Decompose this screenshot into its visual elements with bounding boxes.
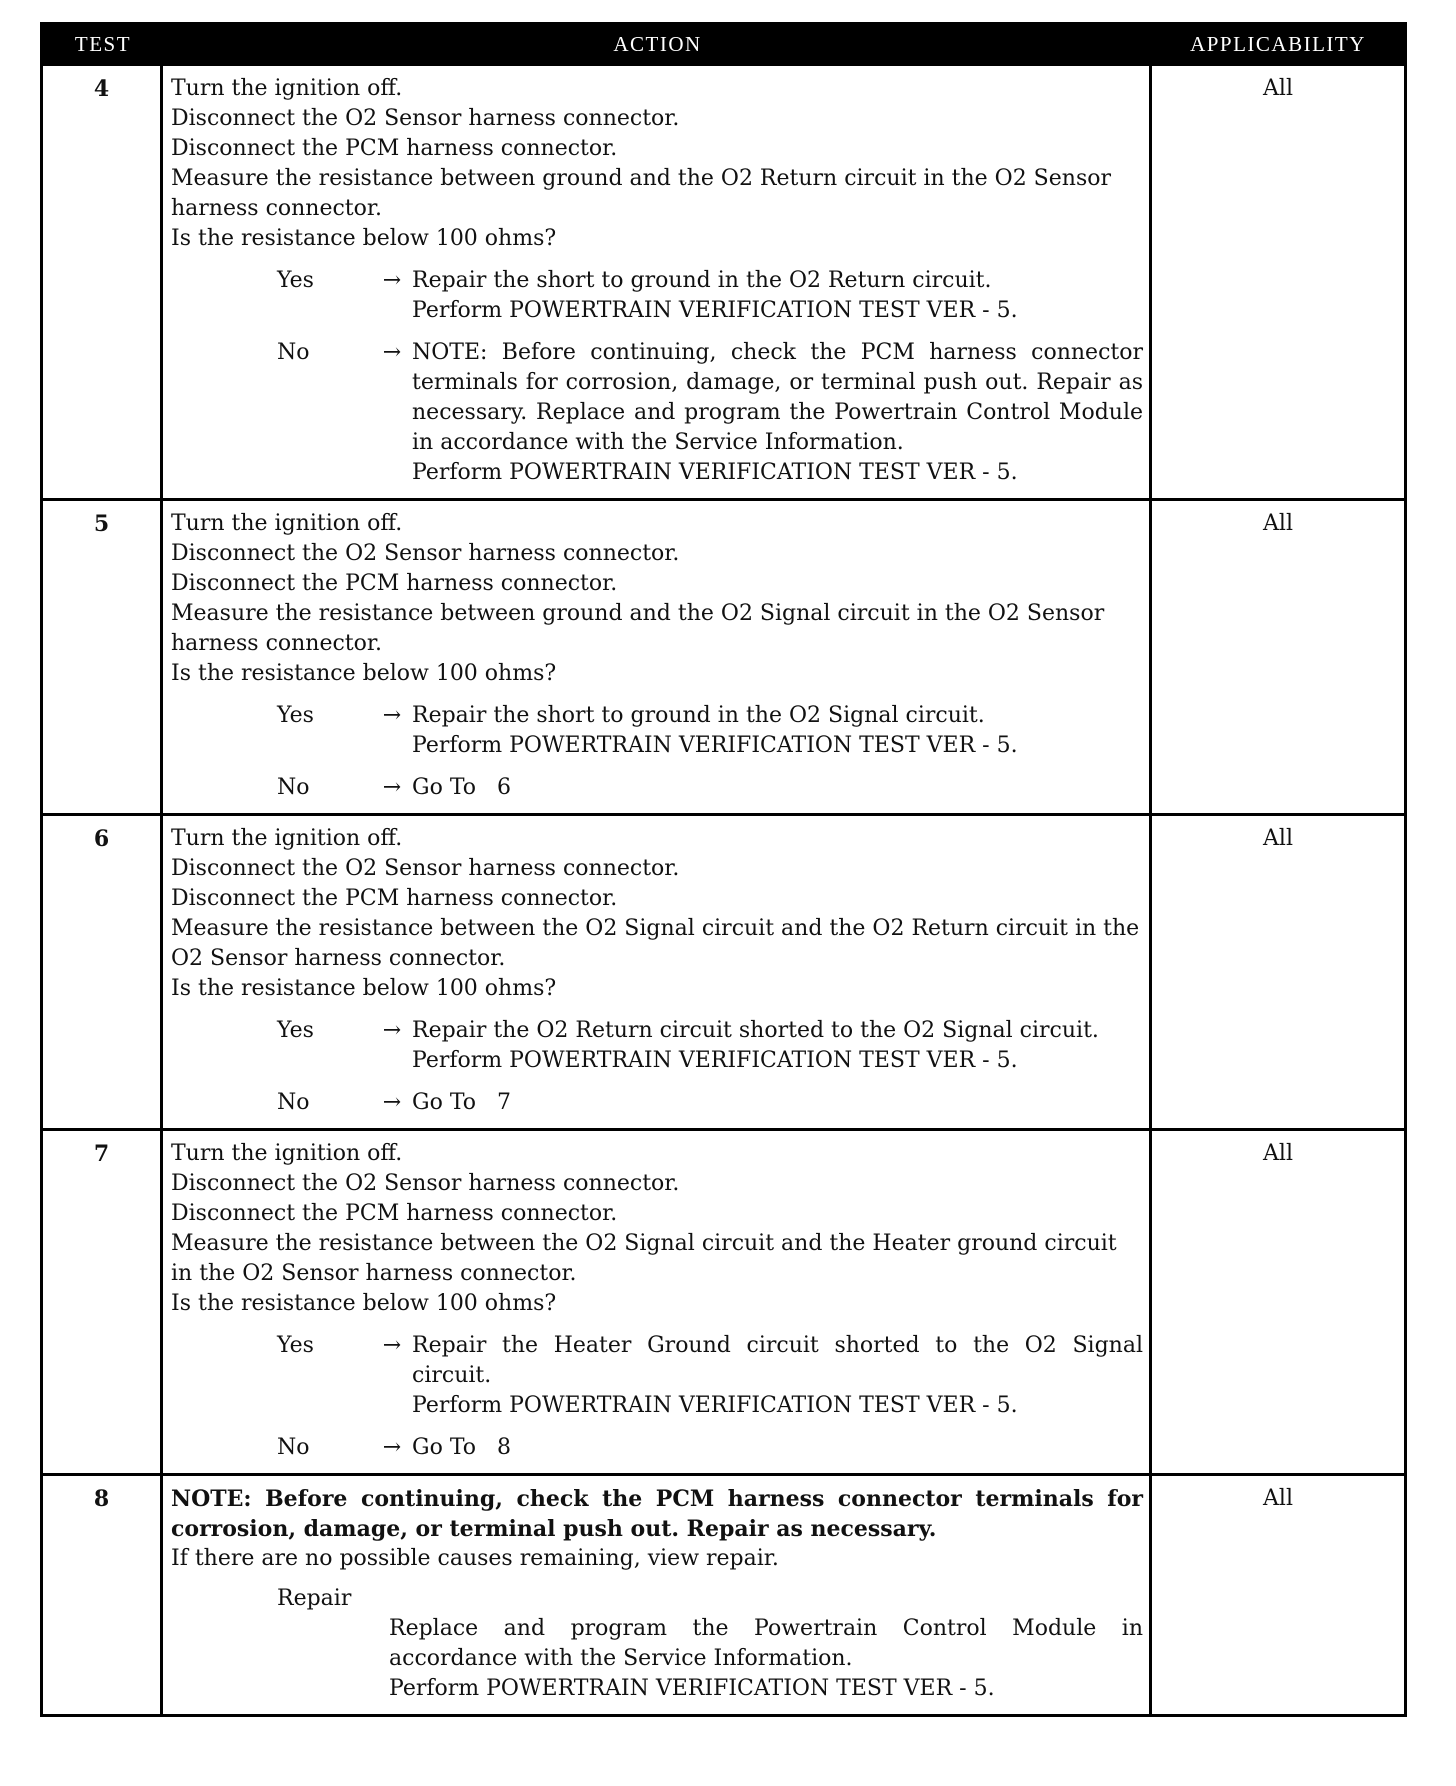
- test-number: 7: [43, 1131, 163, 1473]
- applicability: All: [1263, 1486, 1293, 1511]
- test-row-4: [43, 63, 1404, 498]
- applicability: All: [1263, 76, 1293, 101]
- yes-text: Repair the Heater Ground circuit shorted to the O2 Signal circuit.: [412, 1333, 1143, 1388]
- no-text: Go To 8: [412, 1435, 511, 1460]
- yes-result: [171, 266, 1143, 326]
- no-label: No: [277, 1435, 310, 1460]
- arrow-right-icon: →: [382, 1333, 402, 1358]
- header-applicability: APPLICABILITY: [1190, 31, 1366, 56]
- yes-result: [171, 1331, 1143, 1421]
- yes-text: Perform POWERTRAIN VERIFICATION TEST VER - 5.: [412, 733, 1018, 758]
- yes-label: Yes: [277, 1018, 314, 1043]
- test-row-8: [43, 1473, 1404, 1714]
- arrow-right-icon: →: [382, 775, 402, 800]
- repair-text: Replace and program the Powertrain Control Module in accordance with the Service Information.: [389, 1616, 1143, 1671]
- step: Measure the resistance between the O2 Signal circuit and the O2 Return circuit in the O2 Sensor harness connector.: [171, 916, 1140, 971]
- step: Is the resistance below 100 ohms?: [171, 976, 557, 1001]
- step: Measure the resistance between ground and the O2 Return circuit in the O2 Sensor harness connector.: [171, 166, 1111, 221]
- yes-label: Yes: [277, 1333, 314, 1358]
- arrow-right-icon: →: [382, 340, 402, 365]
- step: Disconnect the PCM harness connector.: [171, 1201, 618, 1226]
- step: Measure the resistance between ground and the O2 Signal circuit in the O2 Sensor harness connector.: [171, 601, 1105, 656]
- diagnostic-test-table: [40, 22, 1407, 1717]
- note-text: NOTE: Before continuing, check the PCM harness connector terminals for corrosion, damage, or terminal push out. Repair as necessary.: [171, 1486, 1143, 1542]
- action-cell: [163, 816, 1152, 1128]
- repair-label: Repair: [277, 1586, 352, 1611]
- no-label: No: [277, 340, 310, 365]
- applicability: All: [1263, 511, 1293, 536]
- step: Turn the ignition off.: [171, 76, 403, 101]
- arrow-right-icon: →: [382, 268, 402, 293]
- step: Is the resistance below 100 ohms?: [171, 661, 557, 686]
- arrow-right-icon: →: [382, 1018, 402, 1043]
- applicability: All: [1263, 826, 1293, 851]
- step: Disconnect the PCM harness connector.: [171, 571, 618, 596]
- arrow-right-icon: →: [382, 703, 402, 728]
- no-text: Go To 7: [412, 1090, 511, 1115]
- no-result: [171, 773, 1143, 803]
- applicability: All: [1263, 1141, 1293, 1166]
- step: Disconnect the O2 Sensor harness connector.: [171, 541, 680, 566]
- table-header: [43, 25, 1404, 63]
- test-row-5: [43, 498, 1404, 813]
- step: Is the resistance below 100 ohms?: [171, 226, 557, 251]
- action-cell: [163, 66, 1152, 498]
- yes-text: Repair the O2 Return circuit shorted to the O2 Signal circuit.: [412, 1018, 1099, 1043]
- no-result: [171, 1088, 1143, 1118]
- step: Turn the ignition off.: [171, 1141, 403, 1166]
- test-number: 8: [43, 1476, 163, 1714]
- repair-text: Perform POWERTRAIN VERIFICATION TEST VER - 5.: [389, 1676, 995, 1701]
- step: Disconnect the O2 Sensor harness connector.: [171, 856, 680, 881]
- step: Turn the ignition off.: [171, 511, 403, 536]
- yes-text: Perform POWERTRAIN VERIFICATION TEST VER - 5.: [412, 1048, 1018, 1073]
- action-cell: [163, 501, 1152, 813]
- arrow-right-icon: →: [382, 1435, 402, 1460]
- yes-result: [171, 1016, 1143, 1076]
- arrow-right-icon: →: [382, 1090, 402, 1115]
- step: Disconnect the PCM harness connector.: [171, 136, 618, 161]
- yes-label: Yes: [277, 703, 314, 728]
- yes-result: [171, 701, 1143, 761]
- step: Disconnect the PCM harness connector.: [171, 886, 618, 911]
- action-cell: [163, 1476, 1152, 1714]
- yes-text: Perform POWERTRAIN VERIFICATION TEST VER - 5.: [412, 298, 1018, 323]
- test-number: 6: [43, 816, 163, 1128]
- test-number: 4: [43, 66, 163, 498]
- step: Is the resistance below 100 ohms?: [171, 1291, 557, 1316]
- repair-block: [171, 1584, 1143, 1704]
- yes-text: Repair the short to ground in the O2 Signal circuit.: [412, 703, 985, 728]
- step: Turn the ignition off.: [171, 826, 403, 851]
- yes-text: Perform POWERTRAIN VERIFICATION TEST VER - 5.: [412, 1393, 1018, 1418]
- no-text: Perform POWERTRAIN VERIFICATION TEST VER - 5.: [412, 460, 1018, 485]
- action-cell: [163, 1131, 1152, 1473]
- test-number: 5: [43, 501, 163, 813]
- no-label: No: [277, 775, 310, 800]
- step: Measure the resistance between the O2 Signal circuit and the Heater ground circuit in the O2 Sensor harness connector.: [171, 1231, 1117, 1286]
- no-label: No: [277, 1090, 310, 1115]
- step: Disconnect the O2 Sensor harness connector.: [171, 1171, 680, 1196]
- no-text: Go To 6: [412, 775, 511, 800]
- no-result: [171, 1433, 1143, 1463]
- test-row-6: [43, 813, 1404, 1128]
- step: Disconnect the O2 Sensor harness connector.: [171, 106, 680, 131]
- yes-label: Yes: [277, 268, 314, 293]
- no-result: [171, 338, 1143, 488]
- no-text: NOTE: Before continuing, check the PCM harness connector terminals for corrosion, damage, or terminal push out. Repair as necessary. Replace and program the Powertrain Control Module in accordance with the Service Information.: [412, 340, 1143, 455]
- yes-text: Repair the short to ground in the O2 Return circuit.: [412, 268, 992, 293]
- test-row-7: [43, 1128, 1404, 1473]
- step: If there are no possible causes remaining, view repair.: [171, 1546, 779, 1571]
- header-action: ACTION: [613, 31, 702, 56]
- header-test: TEST: [74, 31, 132, 56]
